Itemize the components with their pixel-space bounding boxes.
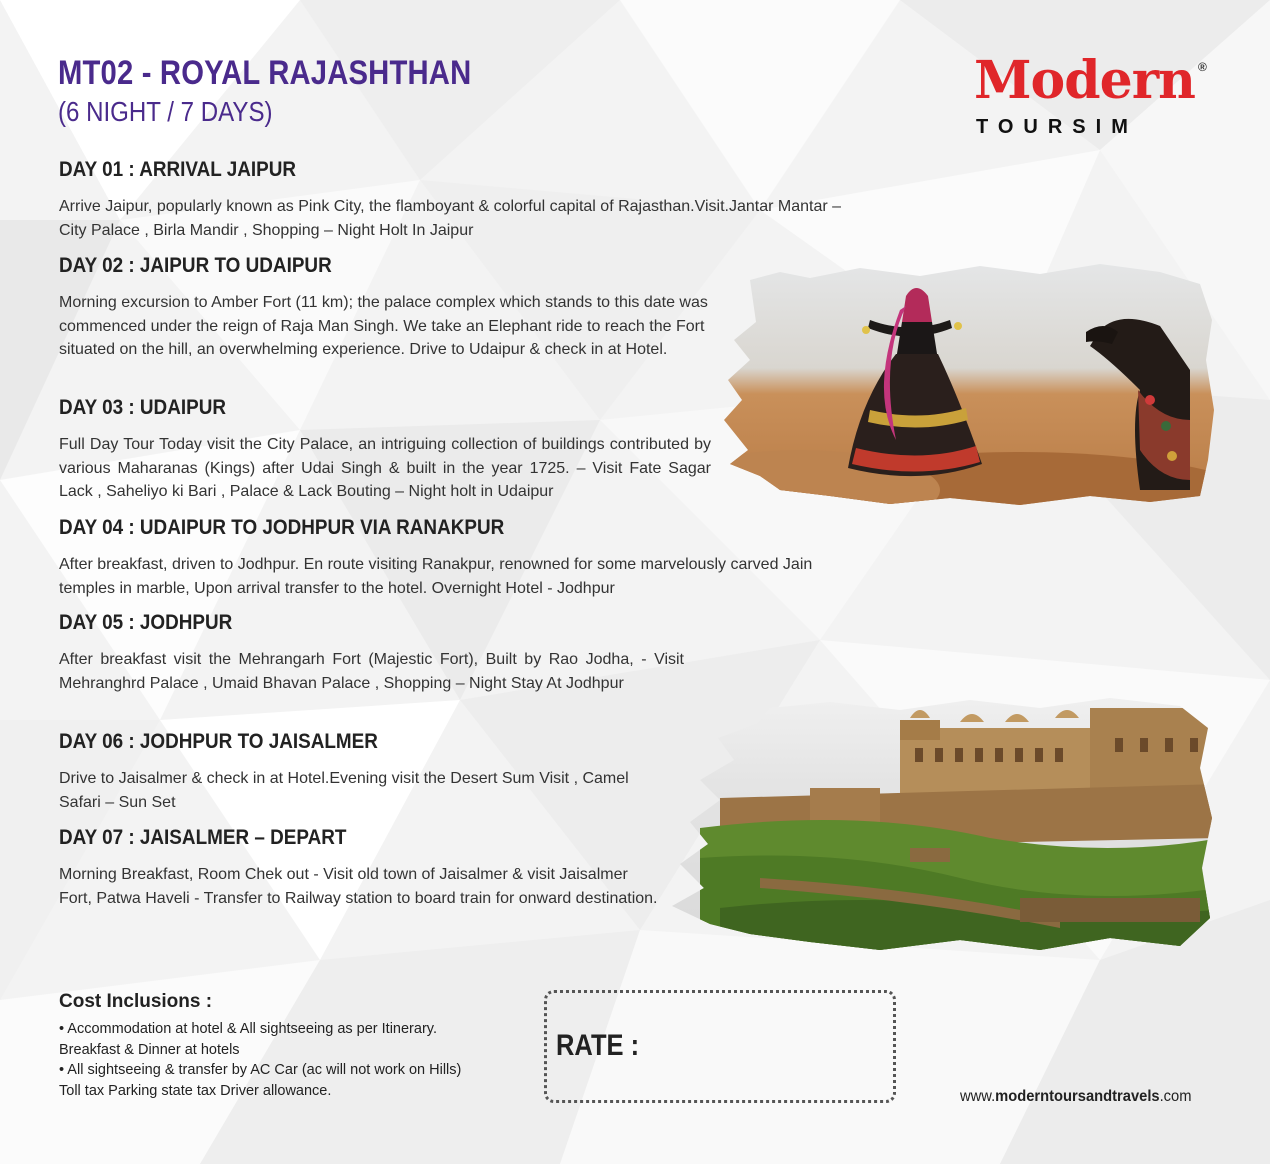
cost-line: Toll tax Parking state tax Driver allowance. bbox=[59, 1082, 332, 1099]
day-01-text: Arrive Jaipur, popularly known as Pink City, the flamboyant & colorful capital of Rajasthan.Visit.Jantar Mantar – City Palace , Birla Mandir , Shopping – Night Holt In Jaipur bbox=[59, 198, 842, 239]
day-03-text: Full Day Tour Today visit the City Palace, an intriguing collection of buildings contributed by various Maharanas (Kings) after Udai Singh & built in the year 1725. – Visit Fate Sagar Lack , Saheliyo ki Bari , Palace & Lack Bouting – Night holt in Udaipur bbox=[59, 436, 711, 500]
day-02-text: Morning excursion to Amber Fort (11 km); the palace complex which stands to this date was commenced under the reign of Raja Man Singh. We take an Elephant ride to reach the Fort situated on the hill, an overwhelming experience. Drive to Udaipur & check in at Hotel. bbox=[59, 294, 708, 358]
website-domain: moderntoursandtravels bbox=[995, 1088, 1160, 1105]
day-02-section bbox=[59, 254, 711, 362]
page-title: MT02 - ROYAL RAJASHTHAN bbox=[58, 54, 472, 92]
day-06-section bbox=[59, 730, 659, 814]
rate-label: RATE : bbox=[556, 1029, 640, 1062]
day-04-text: After breakfast, driven to Jodhpur. En route visiting Ranakpur, renowned for some marvelously carved Jain temples in marble, Upon arrival transfer to the hotel. Overnight Hotel - Jodhpur bbox=[59, 556, 813, 597]
day-04-section bbox=[59, 516, 864, 600]
modern-toursim-logo bbox=[972, 50, 1217, 138]
day-07-section bbox=[59, 826, 659, 910]
logo-wordmark: Modern bbox=[974, 50, 1195, 111]
cost-inclusions bbox=[59, 991, 529, 1101]
day-06-text: Drive to Jaisalmer & check in at Hotel.Evening visit the Desert Sum Visit , Camel Safari – Sun Set bbox=[59, 770, 629, 811]
logo-subtitle: TOURSIM bbox=[976, 116, 1138, 138]
website-prefix: www. bbox=[960, 1088, 996, 1105]
day-06-heading: DAY 06 : JODHPUR TO JAISALMER bbox=[59, 730, 378, 753]
cost-line: • Accommodation at hotel & All sightseeing as per Itinerary. bbox=[59, 1021, 437, 1037]
day-07-heading: DAY 07 : JAISALMER – DEPART bbox=[59, 826, 347, 849]
day-05-text: After breakfast visit the Mehrangarh Fort (Majestic Fort), Built by Rao Jodha, - Visit Mehranghrd Palace , Umaid Bhavan Palace , Shopping – Night Stay At Jodhpur bbox=[59, 651, 684, 692]
day-01-section bbox=[59, 158, 864, 242]
day-02-heading: DAY 02 : JAIPUR TO UDAIPUR bbox=[59, 254, 332, 277]
website-suffix: .com bbox=[1159, 1088, 1192, 1105]
day-07-text: Morning Breakfast, Room Chek out - Visit old town of Jaisalmer & visit Jaisalmer Fort, Patwa Haveli - Transfer to Railway station to board train for onward destination. bbox=[59, 866, 658, 907]
cost-line: Breakfast & Dinner at hotels bbox=[59, 1041, 240, 1058]
website-link[interactable] bbox=[960, 1088, 1191, 1106]
amber-fort-photo bbox=[660, 688, 1220, 960]
day-04-heading: DAY 04 : UDAIPUR TO JODHPUR VIA RANAKPUR bbox=[59, 516, 505, 539]
registered-mark: ® bbox=[1198, 60, 1207, 74]
cost-line: • All sightseeing & transfer by AC Car (ac will not work on Hills) bbox=[59, 1062, 462, 1078]
day-01-heading: DAY 01 : ARRIVAL JAIPUR bbox=[59, 158, 297, 181]
day-05-section bbox=[59, 611, 684, 695]
day-03-heading: DAY 03 : UDAIPUR bbox=[59, 396, 227, 419]
rate-box bbox=[544, 990, 896, 1103]
day-03-section bbox=[59, 396, 711, 504]
dancer-and-camel-photo bbox=[720, 250, 1220, 512]
cost-inclusions-heading: Cost Inclusions : bbox=[59, 991, 213, 1012]
day-05-heading: DAY 05 : JODHPUR bbox=[59, 611, 233, 634]
page-subtitle: (6 NIGHT / 7 DAYS) bbox=[58, 96, 273, 127]
